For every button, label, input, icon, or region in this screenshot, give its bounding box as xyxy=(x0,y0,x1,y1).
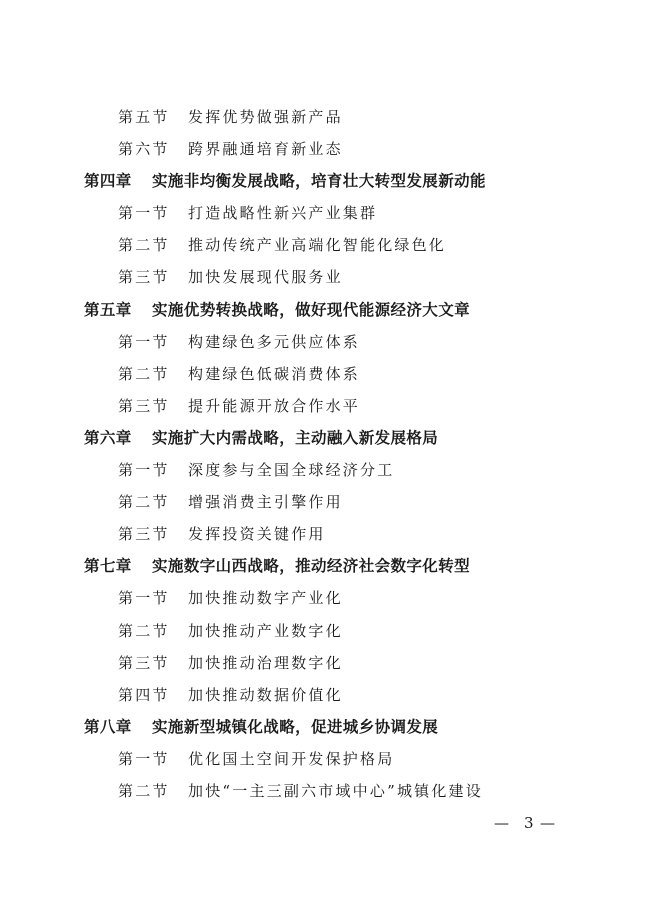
section-number: 第五节 xyxy=(118,108,170,126)
section-title: 提升能源开放合作水平 xyxy=(188,396,361,415)
section-title: 推动传统产业高端化智能化绿色化 xyxy=(188,236,447,255)
section-title: 增强消费主引擎作用 xyxy=(188,493,343,512)
chapter-title: 实施优势转换战略，做好现代能源经济大文章 xyxy=(152,300,471,319)
section-title: 加快“一主三副六市域中心”城镇化建设 xyxy=(188,781,483,800)
page-number-dash-left: — xyxy=(494,814,509,832)
section-number: 第一节 xyxy=(118,332,170,351)
toc-chapter-row xyxy=(0,550,650,582)
chapter-number: 第六章 xyxy=(84,428,132,447)
toc-section-row xyxy=(0,197,650,229)
toc-section-row xyxy=(0,486,650,518)
toc-chapter-row xyxy=(0,294,650,326)
toc-section-row xyxy=(0,261,650,293)
section-number: 第二节 xyxy=(118,493,170,512)
section-number: 第三节 xyxy=(118,525,170,544)
table-of-contents xyxy=(0,101,650,807)
section-title: 发挥优势做强新产品 xyxy=(188,108,343,126)
section-title: 加快推动数据价值化 xyxy=(188,685,343,704)
section-number: 第一节 xyxy=(118,461,170,480)
toc-section-row xyxy=(0,390,650,422)
section-number: 第四节 xyxy=(118,685,170,704)
chapter-number: 第七章 xyxy=(84,557,132,576)
section-number: 第二节 xyxy=(118,781,170,800)
section-number: 第三节 xyxy=(118,396,170,415)
section-number: 第一节 xyxy=(118,204,170,223)
toc-section-row xyxy=(0,229,650,261)
toc-section-row xyxy=(0,358,650,390)
chapter-title: 实施扩大内需战略，主动融入新发展格局 xyxy=(152,428,439,447)
toc-section-row xyxy=(0,454,650,486)
section-number: 第三节 xyxy=(118,268,170,287)
toc-section-row xyxy=(0,679,650,711)
toc-section-row xyxy=(0,743,650,775)
section-title: 打造战略性新兴产业集群 xyxy=(188,204,378,223)
section-title: 优化国土空间开发保护格局 xyxy=(188,749,395,768)
toc-chapter-row xyxy=(0,711,650,743)
toc-section-row xyxy=(0,615,650,647)
section-number: 第六节 xyxy=(118,140,170,159)
section-number: 第二节 xyxy=(118,364,170,383)
section-title: 加快推动数字产业化 xyxy=(188,589,343,608)
section-number: 第二节 xyxy=(118,621,170,640)
section-title: 跨界融通培育新业态 xyxy=(188,140,343,159)
section-number: 第二节 xyxy=(118,236,170,255)
chapter-title: 实施非均衡发展战略，培育壮大转型发展新动能 xyxy=(152,172,486,191)
chapter-number: 第八章 xyxy=(84,717,132,736)
toc-section-row xyxy=(0,133,650,165)
section-title: 构建绿色多元供应体系 xyxy=(188,332,361,351)
toc-section-row xyxy=(0,326,650,358)
toc-section-row xyxy=(0,775,650,807)
section-number: 第一节 xyxy=(118,589,170,608)
section-title: 发挥投资关键作用 xyxy=(188,525,326,544)
section-title: 加快推动治理数字化 xyxy=(188,653,343,672)
chapter-title: 实施数字山西战略，推动经济社会数字化转型 xyxy=(152,557,471,576)
toc-chapter-row xyxy=(0,165,650,197)
section-title: 深度参与全国全球经济分工 xyxy=(188,461,395,480)
toc-chapter-row xyxy=(0,422,650,454)
toc-section-row xyxy=(0,518,650,550)
chapter-title: 实施新型城镇化战略，促进城乡协调发展 xyxy=(152,717,439,736)
toc-section-row xyxy=(0,101,650,133)
section-title: 加快推动产业数字化 xyxy=(188,621,343,640)
page-number-dash-right: — xyxy=(540,814,555,832)
section-number: 第一节 xyxy=(118,749,170,768)
chapter-number: 第五章 xyxy=(84,300,132,319)
section-title: 构建绿色低碳消费体系 xyxy=(188,364,361,383)
chapter-number: 第四章 xyxy=(84,172,132,191)
toc-section-row xyxy=(0,582,650,614)
toc-section-row xyxy=(0,647,650,679)
section-number: 第三节 xyxy=(118,653,170,672)
page-number-value: 3 xyxy=(524,814,534,832)
section-title: 加快发展现代服务业 xyxy=(188,268,343,287)
